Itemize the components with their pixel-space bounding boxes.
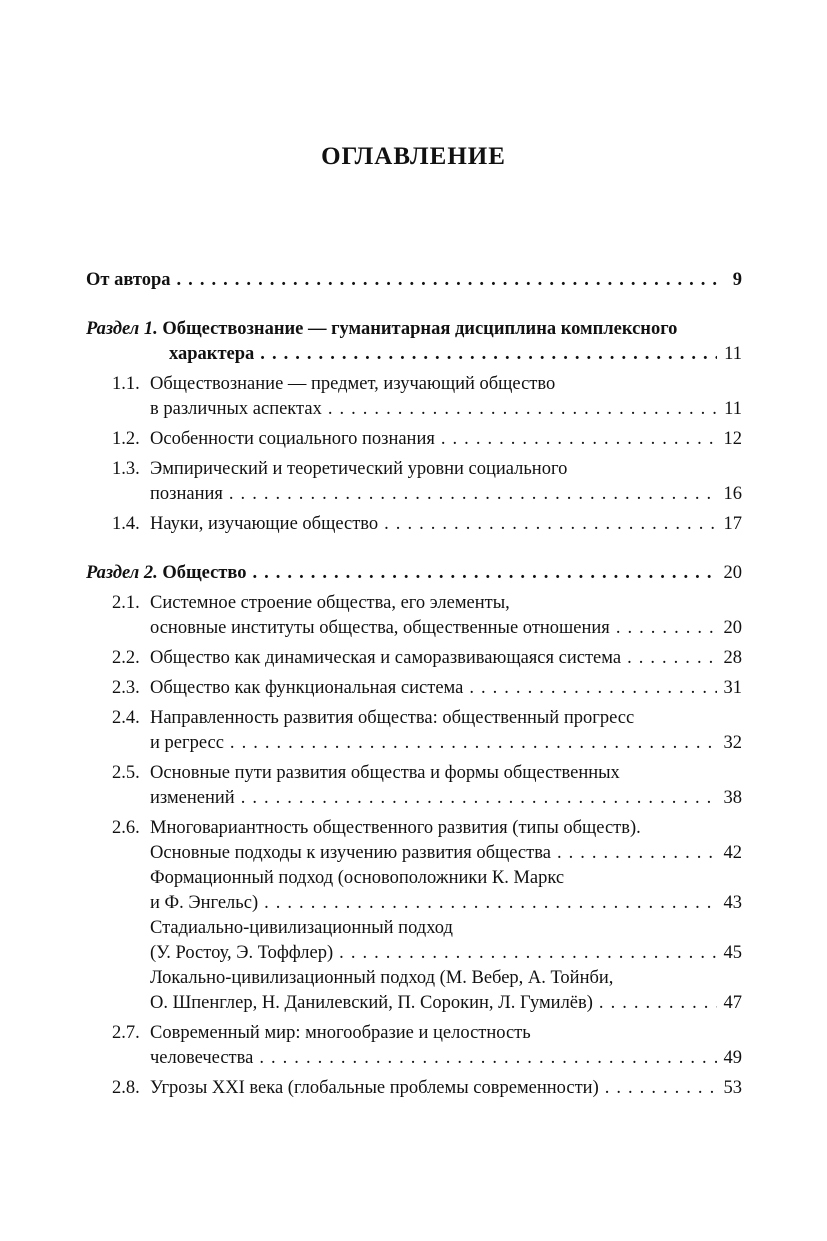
page-number: 31: [723, 678, 742, 698]
item-number: 1.1.: [112, 374, 140, 394]
item-number: 1.3.: [112, 459, 140, 479]
item-title-line1: Эмпирический и теоретический уровни социального: [150, 459, 568, 479]
dot-leader: [241, 786, 717, 811]
toc-item-1-4[interactable]: [86, 512, 742, 537]
toc-section-1[interactable]: [86, 317, 742, 367]
dot-leader: [259, 1046, 717, 1071]
table-of-contents: [86, 268, 742, 1106]
toc-section-2[interactable]: [86, 561, 742, 586]
item-number: 2.3.: [112, 678, 140, 698]
page-number: 28: [723, 648, 742, 668]
section-label: Раздел 1.: [86, 319, 158, 339]
dot-leader: [328, 397, 717, 422]
item-title-line1: Современный мир: многообразие и целостность: [150, 1023, 531, 1043]
subitem-title-line1: Стадиально-цивилизационный подход: [150, 918, 453, 938]
subitem-title-line2: и Ф. Энгельс): [150, 893, 259, 913]
dot-leader: [469, 676, 717, 701]
toc-entry-title: От автора: [86, 270, 171, 290]
item-number: 2.8.: [112, 1078, 140, 1098]
toc-item-1-1[interactable]: [86, 372, 742, 422]
toc-item-2-5[interactable]: [86, 761, 742, 811]
page-number: 11: [724, 344, 742, 364]
toc-item-2-6[interactable]: [86, 816, 742, 1016]
toc-item-2-7[interactable]: [86, 1021, 742, 1071]
item-title: Науки, изучающие общество: [150, 514, 379, 534]
toc-item-2-4[interactable]: [86, 706, 742, 756]
item-number: 2.7.: [112, 1023, 140, 1043]
dot-leader: [229, 482, 717, 507]
page-number: 11: [724, 399, 742, 419]
subitem-title-line1: Формационный подход (основоположники К. Маркс: [150, 868, 565, 888]
item-title-line2: в различных аспектах: [150, 399, 322, 419]
page-number: 43: [723, 893, 742, 913]
item-title: Общество как динамическая и саморазвивающаяся система: [150, 648, 622, 668]
toc-subitem-formation[interactable]: [150, 866, 742, 916]
toc-item-1-3[interactable]: [86, 457, 742, 507]
item-title: Общество как функциональная система: [150, 678, 464, 698]
page-number: 9: [732, 270, 742, 290]
dot-leader: [384, 512, 717, 537]
page-number: 20: [723, 618, 742, 638]
page-title: ОГЛАВЛЕНИЕ: [321, 143, 506, 170]
section-label: Раздел 2.: [86, 563, 158, 583]
item-number: 2.2.: [112, 648, 140, 668]
dot-leader: [599, 991, 717, 1016]
toc-subitem-local[interactable]: [150, 966, 742, 1016]
section-title-line2: характера: [169, 344, 255, 364]
subitem-title-line2: (У. Ростоу, Э. Тоффлер): [150, 943, 334, 963]
item-title-line2: основные институты общества, общественные отношения: [150, 618, 610, 638]
dot-leader: [230, 731, 717, 756]
item-title-line2: Основные подходы к изучению развития общества: [150, 843, 551, 863]
toc-item-2-8[interactable]: [86, 1076, 742, 1101]
dot-leader: [616, 616, 717, 641]
item-title: Особенности социального познания: [150, 429, 435, 449]
toc-item-2-1[interactable]: [86, 591, 742, 641]
page-number: 49: [723, 1048, 742, 1068]
page-number: 42: [723, 843, 742, 863]
item-number: 1.2.: [112, 429, 140, 449]
page-number: 16: [723, 484, 742, 504]
page-number: 32: [723, 733, 742, 753]
page-number: 53: [723, 1078, 742, 1098]
toc-subitem-stadial[interactable]: [150, 916, 742, 966]
dot-leader: [260, 342, 717, 367]
item-number: 2.6.: [112, 818, 140, 838]
toc-item-2-2[interactable]: [86, 646, 742, 671]
page-number: 47: [723, 993, 742, 1013]
item-title-line2: человечества: [150, 1048, 254, 1068]
item-title-line2: познания: [150, 484, 223, 504]
section-title: Общество: [162, 563, 247, 583]
toc-entry-intro[interactable]: [86, 268, 742, 293]
page-number: 12: [723, 429, 742, 449]
dot-leader: [252, 561, 717, 586]
item-title-line1: Основные пути развития общества и формы общественных: [150, 763, 620, 783]
dot-leader: [177, 268, 717, 293]
toc-item-2-3[interactable]: [86, 676, 742, 701]
subitem-title-line2: О. Шпенглер, Н. Данилевский, П. Сорокин, Л. Гумилёв): [150, 993, 593, 1013]
item-number: 2.1.: [112, 593, 140, 613]
subitem-title-line1: Локально-цивилизационный подход (М. Вебер, А. Тойнби,: [150, 968, 614, 988]
item-title-line2: изменений: [150, 788, 235, 808]
section-title-line1: Обществознание — гуманитарная дисциплина комплексного: [162, 319, 678, 339]
dot-leader: [264, 891, 717, 916]
item-number: 2.5.: [112, 763, 140, 783]
page-number: 20: [723, 563, 742, 583]
item-title: Угрозы XXI века (глобальные проблемы современности): [150, 1078, 599, 1098]
page-number: 17: [723, 514, 742, 534]
dot-leader: [339, 941, 717, 966]
item-title-line1: Многовариантность общественного развития (типы обществ).: [150, 818, 641, 838]
page-number: 38: [723, 788, 742, 808]
item-title-line1: Направленность развития общества: общественный прогресс: [150, 708, 635, 728]
item-title-line1: Системное строение общества, его элементы,: [150, 593, 510, 613]
item-number: 2.4.: [112, 708, 140, 728]
toc-item-1-2[interactable]: [86, 427, 742, 452]
page-number: 45: [723, 943, 742, 963]
dot-leader: [441, 427, 717, 452]
item-title-line2: и регресс: [150, 733, 224, 753]
dot-leader: [557, 841, 717, 866]
item-number: 1.4.: [112, 514, 140, 534]
dot-leader: [605, 1076, 717, 1101]
dot-leader: [627, 646, 717, 671]
item-title-line1: Обществознание — предмет, изучающий общество: [150, 374, 556, 394]
